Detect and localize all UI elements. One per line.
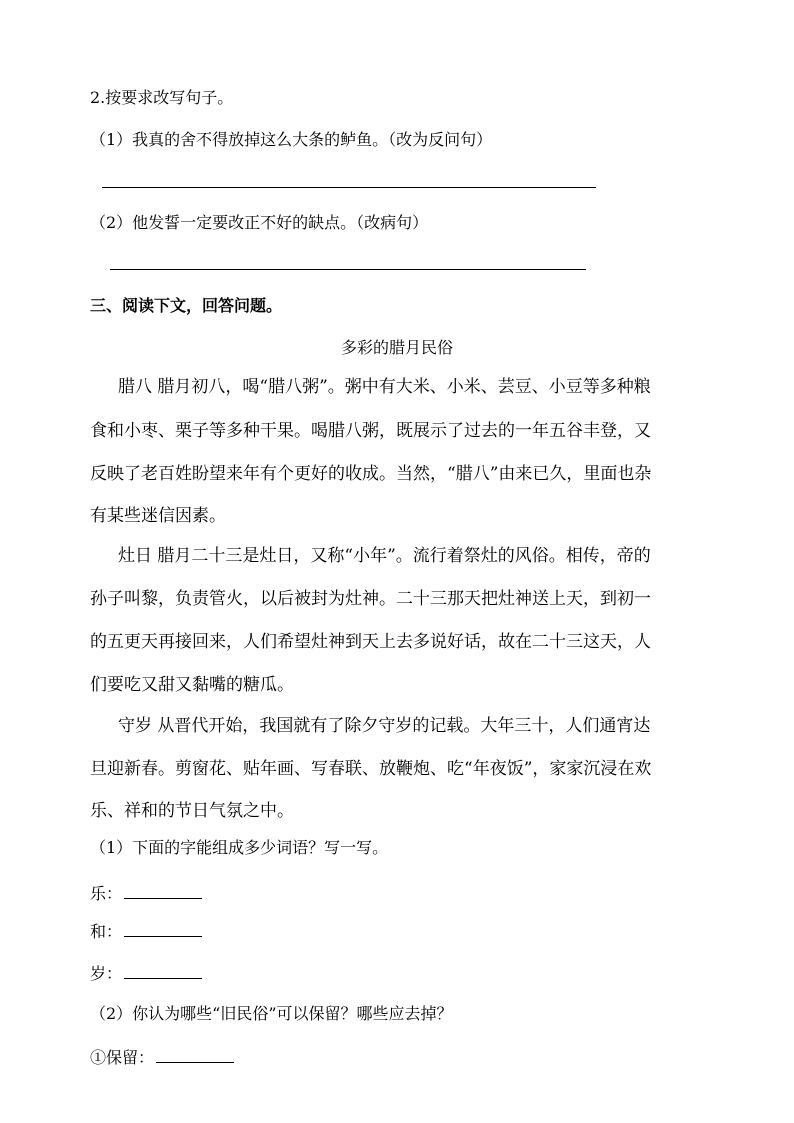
word-blank[interactable] (124, 882, 202, 899)
answer-line-2[interactable] (110, 269, 586, 270)
passage-line: 反映了老百姓盼望来年有个更好的收成。当然，“腊八”由来已久，里面也杂 (90, 464, 652, 484)
keep-item (90, 1046, 234, 1068)
passage-line: 旦迎新春。剪窗花、贴年画、写春联、放鞭炮、吃“年夜饭”，家家沉浸在欢 (90, 759, 652, 779)
passage-line: 守岁 从晋代开始，我国就有了除夕守岁的记载。大年三十，人们通宵达 (118, 716, 651, 736)
passage-line: 腊八 腊月初八，喝“腊八粥”。粥中有大米、小米、芸豆、小豆等多种粮 (118, 377, 651, 397)
word-item (90, 920, 202, 942)
passage-line: 食和小枣、栗子等多种干果。喝腊八粥，既展示了过去的一年五谷丰登，又 (90, 421, 651, 441)
sub-question-1: （1）下面的字能组成多少词语？写一写。 (90, 838, 389, 857)
keep-blank[interactable] (156, 1046, 234, 1063)
question-2-heading: 2.按要求改写句子。 (90, 88, 234, 107)
passage-line: 乐、祥和的节日气氛之中。 (90, 801, 294, 821)
word-item-label: 和： (90, 922, 123, 941)
word-item-label: 乐： (90, 884, 123, 903)
question-2-item-1: （1）我真的舍不得放掉这么大条的鲈鱼。（改为反问句） (90, 130, 493, 149)
section-3-heading: 三、阅读下文，回答问题。 (90, 296, 283, 315)
word-item (90, 882, 202, 904)
passage-line: 们要吃又甜又黏嘴的糖瓜。 (90, 675, 294, 695)
passage-line: 孙子叫黎，负责管火，以后被封为灶神。二十三那天把灶神送上天，到初一 (90, 589, 651, 609)
word-item-label: 岁： (90, 964, 123, 983)
passage-line: 有某些迷信因素。 (90, 506, 226, 526)
passage-title: 多彩的腊月民俗 (340, 338, 453, 357)
question-2-item-2: （2）他发誓一定要改正不好的缺点。（改病句） (90, 213, 429, 232)
keep-item-label: ①保留： (90, 1048, 155, 1067)
word-blank[interactable] (124, 962, 202, 979)
passage-line: 灶日 腊月二十三是灶日，又称“小年”。流行着祭灶的风俗。相传，帝的 (118, 546, 651, 566)
sub-question-2: （2）你认为哪些“旧民俗”可以保留？哪些应去掉？ (90, 1004, 453, 1023)
word-item (90, 962, 202, 984)
word-blank[interactable] (124, 920, 202, 937)
passage-line: 的五更天再接回来，人们希望灶神到天上去多说好话，故在二十三这天，人 (90, 632, 651, 652)
answer-line-1[interactable] (102, 187, 596, 188)
